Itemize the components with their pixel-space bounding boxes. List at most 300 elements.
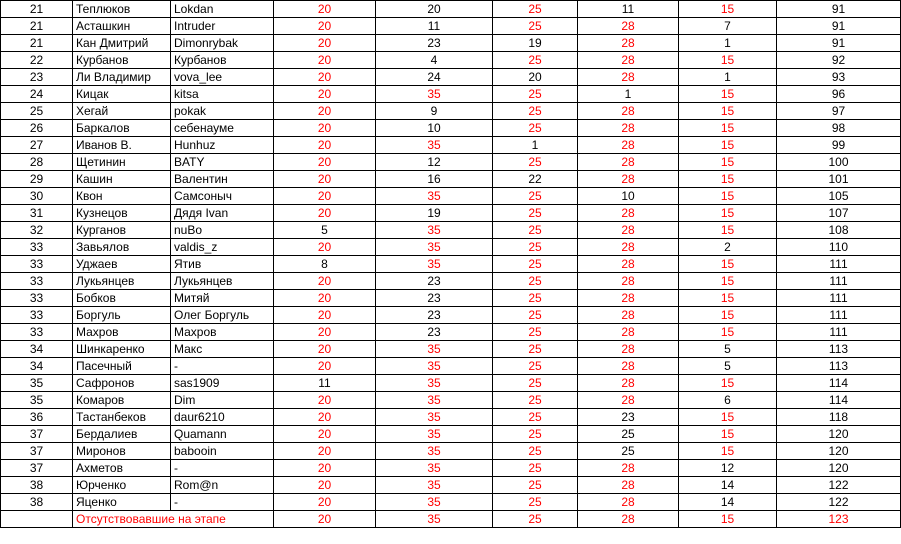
stage3-cell: 25: [493, 222, 578, 239]
stage1-cell: 20: [274, 273, 376, 290]
total-cell: 105: [777, 188, 901, 205]
place-cell: 33: [1, 256, 73, 273]
nickname-cell: Махров: [171, 324, 274, 341]
nickname-cell: Митяй: [171, 290, 274, 307]
stage3-cell: 25: [493, 375, 578, 392]
stage1-cell: 20: [274, 460, 376, 477]
total-cell: 122: [777, 477, 901, 494]
stage2-cell: 23: [376, 290, 493, 307]
stage3-cell: 25: [493, 1, 578, 18]
table-row: [1, 86, 901, 103]
table-row: [1, 426, 901, 443]
nickname-cell: Dimonrybak: [171, 35, 274, 52]
surname-cell: Бердалиев: [73, 426, 171, 443]
table-row: [1, 460, 901, 477]
stage4-cell: 28: [578, 307, 679, 324]
surname-cell: Курбанов: [73, 52, 171, 69]
table-row: [1, 358, 901, 375]
stage3-cell: 25: [493, 392, 578, 409]
stage2-cell: 35: [376, 477, 493, 494]
total-cell: 122: [777, 494, 901, 511]
surname-cell: Комаров: [73, 392, 171, 409]
nickname-cell: vova_lee: [171, 69, 274, 86]
stage3-cell: 25: [493, 307, 578, 324]
stage1-cell: 20: [274, 69, 376, 86]
stage5-cell: 15: [679, 290, 777, 307]
surname-cell: Курганов: [73, 222, 171, 239]
stage2-cell: 10: [376, 120, 493, 137]
total-cell: 120: [777, 426, 901, 443]
stage4-cell: 28: [578, 358, 679, 375]
table-row: [1, 290, 901, 307]
stage1-cell: 20: [274, 137, 376, 154]
nickname-cell: BATY: [171, 154, 274, 171]
place-cell: 21: [1, 35, 73, 52]
table-row: [1, 35, 901, 52]
stage5-cell: 15: [679, 171, 777, 188]
surname-cell: Кицак: [73, 86, 171, 103]
stage3-cell: 25: [493, 494, 578, 511]
nickname-cell: -: [171, 358, 274, 375]
total-cell: 111: [777, 307, 901, 324]
stage3-cell: 20: [493, 69, 578, 86]
stage4-cell: 28: [578, 52, 679, 69]
stage2-cell: 24: [376, 69, 493, 86]
total-cell: 100: [777, 154, 901, 171]
table-row: [1, 307, 901, 324]
stage2-cell: 35: [376, 137, 493, 154]
nickname-cell: Лукьянцев: [171, 273, 274, 290]
table-row: [1, 52, 901, 69]
stage2-cell: 35: [376, 188, 493, 205]
stage5-cell: 15: [679, 154, 777, 171]
stage2-cell: 20: [376, 1, 493, 18]
total-cell: 97: [777, 103, 901, 120]
nickname-cell: Dim: [171, 392, 274, 409]
total-cell: 101: [777, 171, 901, 188]
stage4-cell: 28: [578, 137, 679, 154]
place-cell: 37: [1, 443, 73, 460]
place-cell: [1, 511, 73, 528]
stage5-cell: 15: [679, 86, 777, 103]
surname-cell: Бобков: [73, 290, 171, 307]
stage4-cell: 28: [578, 324, 679, 341]
stage1-cell: 20: [274, 171, 376, 188]
total-cell: 91: [777, 35, 901, 52]
stage5-cell: 15: [679, 409, 777, 426]
surname-cell: Щетинин: [73, 154, 171, 171]
nickname-cell: daur6210: [171, 409, 274, 426]
surname-cell: Шинкаренко: [73, 341, 171, 358]
stage2-cell: 23: [376, 35, 493, 52]
stage4-cell: 11: [578, 1, 679, 18]
stage5-cell: 15: [679, 188, 777, 205]
stage3-cell: 25: [493, 426, 578, 443]
place-cell: 37: [1, 426, 73, 443]
place-cell: 26: [1, 120, 73, 137]
nickname-cell: Макс: [171, 341, 274, 358]
table-row: [1, 18, 901, 35]
stage5-cell: 15: [679, 52, 777, 69]
stage2-cell: 35: [376, 341, 493, 358]
total-cell: 91: [777, 18, 901, 35]
surname-cell: Кан Дмитрий: [73, 35, 171, 52]
stage1-cell: 20: [274, 188, 376, 205]
table-row: [1, 188, 901, 205]
total-cell: 111: [777, 324, 901, 341]
stage3-cell: 25: [493, 324, 578, 341]
total-cell: 113: [777, 341, 901, 358]
stage4-cell: 28: [578, 290, 679, 307]
place-cell: 27: [1, 137, 73, 154]
stage1-cell: 20: [274, 86, 376, 103]
total-cell: 113: [777, 358, 901, 375]
stage5-cell: 15: [679, 443, 777, 460]
stage4-cell: 23: [578, 409, 679, 426]
place-cell: 23: [1, 69, 73, 86]
stage2-cell: 35: [376, 460, 493, 477]
place-cell: 28: [1, 154, 73, 171]
stage1-cell: 20: [274, 290, 376, 307]
table-row: [1, 392, 901, 409]
stage5-cell: 15: [679, 103, 777, 120]
nickname-cell: -: [171, 494, 274, 511]
stage4-cell: 28: [578, 375, 679, 392]
stage2-cell: 35: [376, 494, 493, 511]
stage2-cell: 35: [376, 426, 493, 443]
stage2-cell: 35: [376, 239, 493, 256]
stage5-cell: 14: [679, 494, 777, 511]
stage4-cell: 28: [578, 222, 679, 239]
stage2-cell: 4: [376, 52, 493, 69]
total-cell: 111: [777, 273, 901, 290]
table-row: [1, 256, 901, 273]
stage1-cell: 20: [274, 494, 376, 511]
surname-cell: Кашин: [73, 171, 171, 188]
total-cell: 107: [777, 205, 901, 222]
nickname-cell: Курбанов: [171, 52, 274, 69]
surname-cell: Ахметов: [73, 460, 171, 477]
stage2-cell: 19: [376, 205, 493, 222]
table-row: [1, 273, 901, 290]
stage3-cell: 19: [493, 35, 578, 52]
place-cell: 35: [1, 375, 73, 392]
stage4-cell: 28: [578, 477, 679, 494]
total-cell: 114: [777, 375, 901, 392]
place-cell: 38: [1, 477, 73, 494]
stage3-cell: 25: [493, 154, 578, 171]
stage4-cell: 28: [578, 171, 679, 188]
total-cell: 111: [777, 290, 901, 307]
stage5-cell: 15: [679, 273, 777, 290]
total-cell: 93: [777, 69, 901, 86]
table-row: [1, 494, 901, 511]
stage4-cell: 1: [578, 86, 679, 103]
surname-cell: Ли Владимир: [73, 69, 171, 86]
absent-label: Отсутствовавшие на этапе: [73, 511, 274, 528]
total-cell: 120: [777, 443, 901, 460]
stage5-cell: 2: [679, 239, 777, 256]
stage1-cell: 20: [274, 239, 376, 256]
stage4-cell: 10: [578, 188, 679, 205]
place-cell: 33: [1, 307, 73, 324]
nickname-cell: Олег Боргуль: [171, 307, 274, 324]
stage1-cell: 20: [274, 120, 376, 137]
nickname-cell: Ятив: [171, 256, 274, 273]
nickname-cell: Rom@n: [171, 477, 274, 494]
place-cell: 33: [1, 290, 73, 307]
stage5-cell: 15: [679, 222, 777, 239]
surname-cell: Уджаев: [73, 256, 171, 273]
stage1-cell: 20: [274, 511, 376, 528]
stage1-cell: 20: [274, 1, 376, 18]
place-cell: 33: [1, 239, 73, 256]
table-row: [1, 443, 901, 460]
stage1-cell: 20: [274, 477, 376, 494]
stage3-cell: 25: [493, 443, 578, 460]
place-cell: 35: [1, 392, 73, 409]
surname-cell: Теплюков: [73, 1, 171, 18]
stage4-cell: 28: [578, 273, 679, 290]
stage4-cell: 28: [578, 494, 679, 511]
stage2-cell: 35: [376, 375, 493, 392]
surname-cell: Боргуль: [73, 307, 171, 324]
stage1-cell: 11: [274, 375, 376, 392]
stage4-cell: 25: [578, 443, 679, 460]
stage2-cell: 9: [376, 103, 493, 120]
stage4-cell: 28: [578, 256, 679, 273]
nickname-cell: Дядя Ivan: [171, 205, 274, 222]
surname-cell: Завьялов: [73, 239, 171, 256]
stage2-cell: 23: [376, 273, 493, 290]
place-cell: 30: [1, 188, 73, 205]
table-row: [1, 1, 901, 18]
stage3-cell: 25: [493, 511, 578, 528]
stage5-cell: 15: [679, 511, 777, 528]
stage4-cell: 28: [578, 341, 679, 358]
nickname-cell: valdis_z: [171, 239, 274, 256]
stage5-cell: 6: [679, 392, 777, 409]
table-row: [1, 239, 901, 256]
table-row: [1, 341, 901, 358]
stage3-cell: 25: [493, 18, 578, 35]
place-cell: 21: [1, 18, 73, 35]
total-cell: 120: [777, 460, 901, 477]
stage1-cell: 20: [274, 392, 376, 409]
stage4-cell: 28: [578, 69, 679, 86]
stage3-cell: 25: [493, 409, 578, 426]
stage3-cell: 25: [493, 273, 578, 290]
stage3-cell: 25: [493, 477, 578, 494]
stage3-cell: 25: [493, 188, 578, 205]
total-cell: 114: [777, 392, 901, 409]
total-cell: 98: [777, 120, 901, 137]
stage1-cell: 20: [274, 103, 376, 120]
stage2-cell: 23: [376, 307, 493, 324]
stage3-cell: 25: [493, 120, 578, 137]
surname-cell: Махров: [73, 324, 171, 341]
place-cell: 33: [1, 273, 73, 290]
stage2-cell: 35: [376, 511, 493, 528]
stage1-cell: 5: [274, 222, 376, 239]
surname-cell: Юрченко: [73, 477, 171, 494]
place-cell: 29: [1, 171, 73, 188]
surname-cell: Миронов: [73, 443, 171, 460]
absent-row: [1, 511, 901, 528]
table-row: [1, 137, 901, 154]
table-row: [1, 477, 901, 494]
stage3-cell: 25: [493, 256, 578, 273]
total-cell: 118: [777, 409, 901, 426]
place-cell: 22: [1, 52, 73, 69]
place-cell: 25: [1, 103, 73, 120]
surname-cell: Кузнецов: [73, 205, 171, 222]
stage5-cell: 7: [679, 18, 777, 35]
total-cell: 92: [777, 52, 901, 69]
stage1-cell: 20: [274, 443, 376, 460]
surname-cell: Квон: [73, 188, 171, 205]
stage2-cell: 16: [376, 171, 493, 188]
total-cell: 111: [777, 256, 901, 273]
stage4-cell: 28: [578, 511, 679, 528]
surname-cell: Лукьянцев: [73, 273, 171, 290]
nickname-cell: Lokdan: [171, 1, 274, 18]
place-cell: 34: [1, 358, 73, 375]
stage5-cell: 12: [679, 460, 777, 477]
stage1-cell: 20: [274, 341, 376, 358]
stage5-cell: 15: [679, 1, 777, 18]
stage2-cell: 35: [376, 358, 493, 375]
place-cell: 24: [1, 86, 73, 103]
stage5-cell: 15: [679, 375, 777, 392]
surname-cell: Баркалов: [73, 120, 171, 137]
stage1-cell: 20: [274, 18, 376, 35]
total-cell: 91: [777, 1, 901, 18]
stage3-cell: 25: [493, 103, 578, 120]
nickname-cell: nuBo: [171, 222, 274, 239]
table-row: [1, 171, 901, 188]
stage1-cell: 20: [274, 409, 376, 426]
stage2-cell: 35: [376, 409, 493, 426]
surname-cell: Асташкин: [73, 18, 171, 35]
table-row: [1, 375, 901, 392]
surname-cell: Сафронов: [73, 375, 171, 392]
stage5-cell: 15: [679, 307, 777, 324]
stage2-cell: 35: [376, 443, 493, 460]
stage3-cell: 25: [493, 205, 578, 222]
stage5-cell: 14: [679, 477, 777, 494]
stage3-cell: 25: [493, 341, 578, 358]
table-row: [1, 69, 901, 86]
stage2-cell: 35: [376, 392, 493, 409]
stage4-cell: 28: [578, 35, 679, 52]
stage1-cell: 20: [274, 358, 376, 375]
stage5-cell: 15: [679, 426, 777, 443]
place-cell: 21: [1, 1, 73, 18]
stage3-cell: 25: [493, 358, 578, 375]
total-cell: 99: [777, 137, 901, 154]
stage3-cell: 25: [493, 290, 578, 307]
stage2-cell: 12: [376, 154, 493, 171]
stage3-cell: 25: [493, 52, 578, 69]
stage5-cell: 15: [679, 205, 777, 222]
stage2-cell: 35: [376, 222, 493, 239]
table-row: [1, 409, 901, 426]
stage1-cell: 20: [274, 154, 376, 171]
stage2-cell: 35: [376, 86, 493, 103]
stage4-cell: 28: [578, 239, 679, 256]
stage2-cell: 23: [376, 324, 493, 341]
stage4-cell: 28: [578, 154, 679, 171]
nickname-cell: pokak: [171, 103, 274, 120]
nickname-cell: kitsa: [171, 86, 274, 103]
nickname-cell: -: [171, 460, 274, 477]
place-cell: 38: [1, 494, 73, 511]
stage4-cell: 28: [578, 205, 679, 222]
table-row: [1, 103, 901, 120]
table-row: [1, 120, 901, 137]
stage2-cell: 35: [376, 256, 493, 273]
place-cell: 34: [1, 341, 73, 358]
nickname-cell: Intruder: [171, 18, 274, 35]
stage3-cell: 25: [493, 86, 578, 103]
nickname-cell: Quamann: [171, 426, 274, 443]
nickname-cell: Самсоныч: [171, 188, 274, 205]
stage5-cell: 15: [679, 324, 777, 341]
stage5-cell: 1: [679, 69, 777, 86]
stage4-cell: 28: [578, 103, 679, 120]
surname-cell: Пасечный: [73, 358, 171, 375]
stage3-cell: 25: [493, 460, 578, 477]
stage4-cell: 28: [578, 18, 679, 35]
nickname-cell: sas1909: [171, 375, 274, 392]
stage3-cell: 22: [493, 171, 578, 188]
surname-cell: Иванов В.: [73, 137, 171, 154]
stage1-cell: 20: [274, 307, 376, 324]
place-cell: 33: [1, 324, 73, 341]
surname-cell: Яценко: [73, 494, 171, 511]
nickname-cell: себенауме: [171, 120, 274, 137]
stage1-cell: 20: [274, 426, 376, 443]
stage5-cell: 15: [679, 137, 777, 154]
stage5-cell: 15: [679, 256, 777, 273]
table-row: [1, 324, 901, 341]
surname-cell: Хегай: [73, 103, 171, 120]
nickname-cell: Hunhuz: [171, 137, 274, 154]
total-cell: 96: [777, 86, 901, 103]
stage4-cell: 28: [578, 392, 679, 409]
stage1-cell: 20: [274, 205, 376, 222]
stage1-cell: 8: [274, 256, 376, 273]
stage4-cell: 28: [578, 460, 679, 477]
stage4-cell: 28: [578, 120, 679, 137]
place-cell: 37: [1, 460, 73, 477]
nickname-cell: babooin: [171, 443, 274, 460]
stage3-cell: 25: [493, 239, 578, 256]
stage4-cell: 25: [578, 426, 679, 443]
stage5-cell: 5: [679, 358, 777, 375]
table-row: [1, 154, 901, 171]
stage5-cell: 5: [679, 341, 777, 358]
place-cell: 32: [1, 222, 73, 239]
surname-cell: Тастанбеков: [73, 409, 171, 426]
stage1-cell: 20: [274, 52, 376, 69]
table-row: [1, 222, 901, 239]
stage2-cell: 11: [376, 18, 493, 35]
stage5-cell: 15: [679, 120, 777, 137]
stage3-cell: 1: [493, 137, 578, 154]
results-body: [1, 1, 901, 528]
